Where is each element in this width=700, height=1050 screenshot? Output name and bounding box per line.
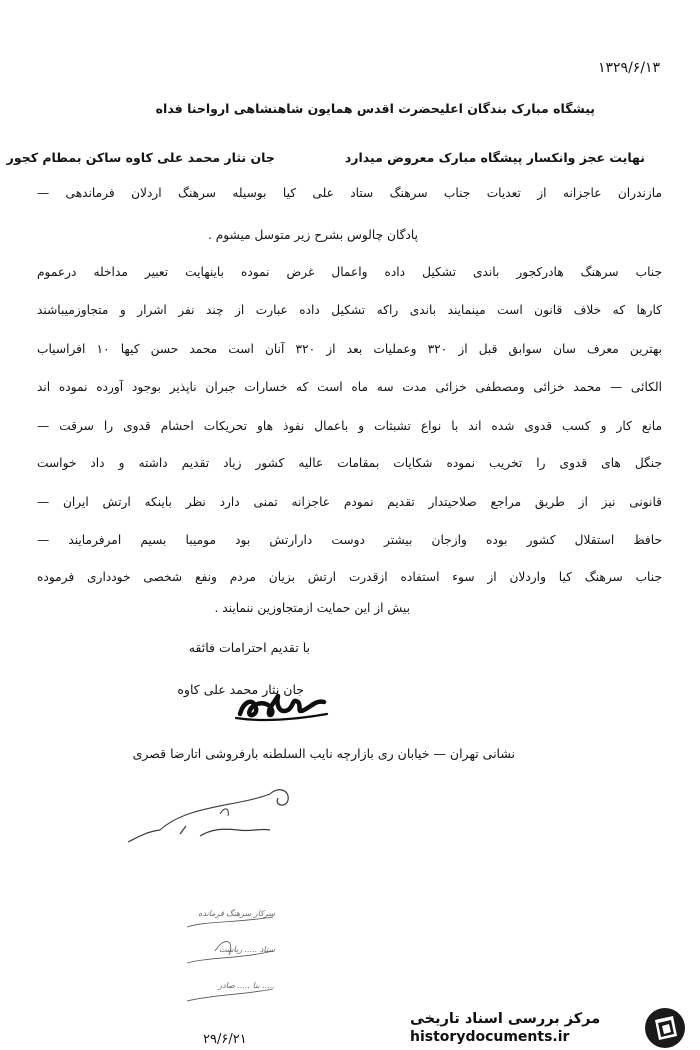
body-line: الکائی — محمد خزائی ومصطفی خزائی مدت سه ماه است که خسارات جبران ناپذیر بوجود آورده نموده اند xyxy=(37,380,662,394)
body-line: بیش از این حمایت ازمتجاوزین ننمایند . xyxy=(214,601,410,615)
body-line: کارها که خلاف قانون است مینمایند باندی راکه تشکیل داده عبارت از چند نفر اشرار و متجاوزمیباشند xyxy=(37,303,662,317)
document-heading: پیشگاه مبارک بندگان اعلیحضرت اقدس همایون شاهنشاهی ارواحنا فداه xyxy=(155,101,595,116)
salutation-right: جان نثار محمد علی کاوه ساکن بمطام کجور xyxy=(6,150,275,165)
handwritten-note-mark xyxy=(120,772,300,852)
archive-website: historydocuments.ir xyxy=(410,1029,570,1045)
body-line: قانونی نیز از طریق مراجع صلاحیتدار تقدیم نمودم عاجزانه تمنی دارد نظر باینکه ارتش ایران — xyxy=(37,495,662,509)
marginal-note: ستاد ..... ریاست xyxy=(218,945,275,954)
body-line: مازندران عاجزانه از تعدیات جناب سرهنگ ستاد علی کیا بوسیله سرهنگ اردلان فرماندهی — xyxy=(37,186,662,200)
body-line: جناب سرهنگ کیا واردلان از سوء استفاده ازقدرت ارتش بزیان مردم ونفع شخصی خودداری فرموده xyxy=(37,570,662,584)
marginal-notes xyxy=(185,905,275,1035)
body-line: جنگل های قدوی را تخریب نموده شکایات بمقامات عالیه کشور زیاد تقدیم داشته و داد خواست xyxy=(37,456,662,470)
archive-name: مرکز بررسی اسناد تاریخی xyxy=(410,1011,601,1027)
closing-phrase: با تقدیم احترامات فائقه xyxy=(188,640,310,655)
body-line: جناب سرهنگ هادرکجور باندی تشکیل داده واعمال غرض نموده باینهایت تعبیر مداخله درعموم xyxy=(37,265,662,279)
archive-watermark xyxy=(398,1012,688,1044)
signature-mark xyxy=(232,688,332,724)
salutation-line xyxy=(7,150,645,166)
body-line: بهترین معرف سان سوابق قبل از ۳۲۰ وعملیات بعد از ۳۲۰ آنان است محمد حسن کیها ۱۰ افراسیاب xyxy=(37,342,662,356)
body-line: حافظ استقلال کشور بوده وازجان بیشتر دوست دارارتش بود مومیبا بسیم امرفرمایند — xyxy=(37,533,662,547)
body-line: مانع کار و کسب قدوی شده اند با نواع تشبثات و باعمال نفوذ هاو تحریکات احشام قدوی را سرقت — xyxy=(37,419,662,433)
signer-name: جان نثار محمد علی کاوه xyxy=(177,682,304,697)
body-line: پادگان چالوس بشرح زیر متوسل میشوم . xyxy=(208,228,418,242)
salutation-left: نهایت عجز وانکسار پیشگاه مبارک معروض میدارد xyxy=(344,150,645,165)
document-date: ۱۳۲۹/۶/۱۳ xyxy=(598,60,661,76)
archive-logo-icon xyxy=(643,1006,687,1050)
marginal-note: سرکار سرهنگ فرمانده xyxy=(198,909,275,918)
marginal-note: ..... بنا ..... صادر xyxy=(218,981,275,990)
note-date: ۲۹/۶/۲۱ xyxy=(203,1032,247,1047)
sender-address: نشانی تهران — خیابان ری بازارچه نایب السلطنه بارفروشی اتارضا قصری xyxy=(132,746,515,761)
